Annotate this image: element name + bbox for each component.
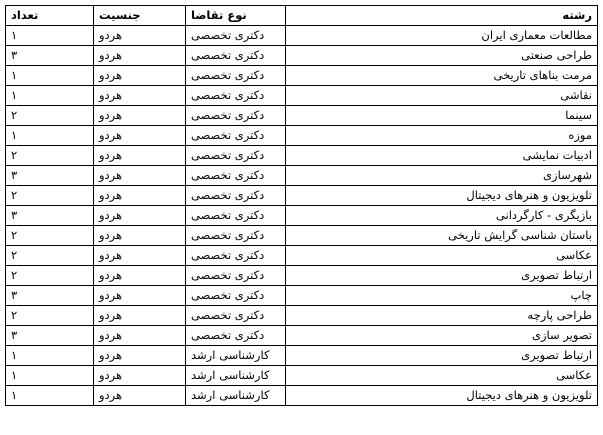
cell-request-type: دکتری تخصصی: [186, 266, 286, 286]
cell-gender: هردو: [94, 386, 186, 406]
cell-field: مرمت بناهای تاریخی: [286, 66, 598, 86]
cell-request-type: دکتری تخصصی: [186, 226, 286, 246]
cell-count: ۱: [6, 66, 94, 86]
table-row: [6, 346, 598, 366]
table-body: [6, 26, 598, 406]
header-row: [6, 6, 598, 26]
cell-request-type: دکتری تخصصی: [186, 86, 286, 106]
table-row: [6, 286, 598, 306]
cell-request-type: دکتری تخصصی: [186, 46, 286, 66]
cell-count: ۳: [6, 206, 94, 226]
cell-field: ادبیات نمایشی: [286, 146, 598, 166]
cell-gender: هردو: [94, 26, 186, 46]
cell-count: ۲: [6, 106, 94, 126]
table-row: [6, 186, 598, 206]
header-request-type: نوع تقاضا: [186, 6, 286, 26]
cell-request-type: دکتری تخصصی: [186, 286, 286, 306]
table-row: [6, 226, 598, 246]
cell-request-type: کارشناسی ارشد: [186, 366, 286, 386]
header-count: تعداد: [6, 6, 94, 26]
header-field: رشته: [286, 6, 598, 26]
cell-count: ۳: [6, 286, 94, 306]
cell-count: ۲: [6, 246, 94, 266]
cell-count: ۲: [6, 306, 94, 326]
table-row: [6, 126, 598, 146]
table-row: [6, 166, 598, 186]
cell-request-type: دکتری تخصصی: [186, 166, 286, 186]
cell-request-type: دکتری تخصصی: [186, 246, 286, 266]
cell-count: ۱: [6, 366, 94, 386]
table-row: [6, 266, 598, 286]
cell-field: سینما: [286, 106, 598, 126]
table-row: [6, 326, 598, 346]
cell-count: ۱: [6, 346, 94, 366]
cell-count: ۱: [6, 86, 94, 106]
cell-field: نقاشی: [286, 86, 598, 106]
cell-field: ارتباط تصویری: [286, 266, 598, 286]
cell-count: ۳: [6, 166, 94, 186]
cell-field: شهرسازی: [286, 166, 598, 186]
cell-gender: هردو: [94, 206, 186, 226]
cell-gender: هردو: [94, 46, 186, 66]
cell-count: ۳: [6, 46, 94, 66]
table-row: [6, 246, 598, 266]
cell-field: ارتباط تصویری: [286, 346, 598, 366]
cell-request-type: دکتری تخصصی: [186, 126, 286, 146]
cell-field: تلویزیون و هنرهای دیجیتال: [286, 386, 598, 406]
table-row: [6, 66, 598, 86]
quota-table: [5, 5, 598, 406]
cell-field: تلویزیون و هنرهای دیجیتال: [286, 186, 598, 206]
cell-field: تصویر سازی: [286, 326, 598, 346]
cell-gender: هردو: [94, 166, 186, 186]
cell-count: ۱: [6, 386, 94, 406]
cell-request-type: دکتری تخصصی: [186, 326, 286, 346]
cell-count: ۱: [6, 26, 94, 46]
cell-count: ۲: [6, 186, 94, 206]
cell-gender: هردو: [94, 326, 186, 346]
table-row: [6, 146, 598, 166]
cell-gender: هردو: [94, 126, 186, 146]
table-row: [6, 106, 598, 126]
cell-request-type: دکتری تخصصی: [186, 146, 286, 166]
cell-request-type: دکتری تخصصی: [186, 26, 286, 46]
cell-field: بازیگری - کارگردانی: [286, 206, 598, 226]
cell-count: ۱: [6, 126, 94, 146]
cell-request-type: کارشناسی ارشد: [186, 346, 286, 366]
table-row: [6, 86, 598, 106]
cell-gender: هردو: [94, 186, 186, 206]
cell-count: ۳: [6, 326, 94, 346]
cell-field: مطالعات معماری ایران: [286, 26, 598, 46]
cell-gender: هردو: [94, 226, 186, 246]
cell-gender: هردو: [94, 106, 186, 126]
cell-field: طراحی صنعتی: [286, 46, 598, 66]
cell-field: عکاسی: [286, 366, 598, 386]
cell-request-type: دکتری تخصصی: [186, 206, 286, 226]
cell-gender: هردو: [94, 146, 186, 166]
cell-gender: هردو: [94, 366, 186, 386]
header-gender: جنسیت: [94, 6, 186, 26]
table-row: [6, 26, 598, 46]
cell-gender: هردو: [94, 86, 186, 106]
table-row: [6, 306, 598, 326]
cell-count: ۲: [6, 226, 94, 246]
cell-gender: هردو: [94, 246, 186, 266]
cell-count: ۲: [6, 266, 94, 286]
cell-gender: هردو: [94, 306, 186, 326]
cell-request-type: دکتری تخصصی: [186, 306, 286, 326]
cell-field: عکاسی: [286, 246, 598, 266]
cell-gender: هردو: [94, 286, 186, 306]
cell-field: موزه: [286, 126, 598, 146]
cell-gender: هردو: [94, 266, 186, 286]
cell-field: چاپ: [286, 286, 598, 306]
cell-gender: هردو: [94, 66, 186, 86]
table-row: [6, 46, 598, 66]
table-row: [6, 206, 598, 226]
cell-request-type: دکتری تخصصی: [186, 186, 286, 206]
cell-gender: هردو: [94, 346, 186, 366]
cell-field: باستان شناسی گرایش تاریخی: [286, 226, 598, 246]
cell-count: ۲: [6, 146, 94, 166]
cell-request-type: کارشناسی ارشد: [186, 386, 286, 406]
cell-request-type: دکتری تخصصی: [186, 66, 286, 86]
cell-request-type: دکتری تخصصی: [186, 106, 286, 126]
table-row: [6, 386, 598, 406]
table-row: [6, 366, 598, 386]
document-sheet: [5, 5, 597, 406]
cell-field: طراحی پارچه: [286, 306, 598, 326]
